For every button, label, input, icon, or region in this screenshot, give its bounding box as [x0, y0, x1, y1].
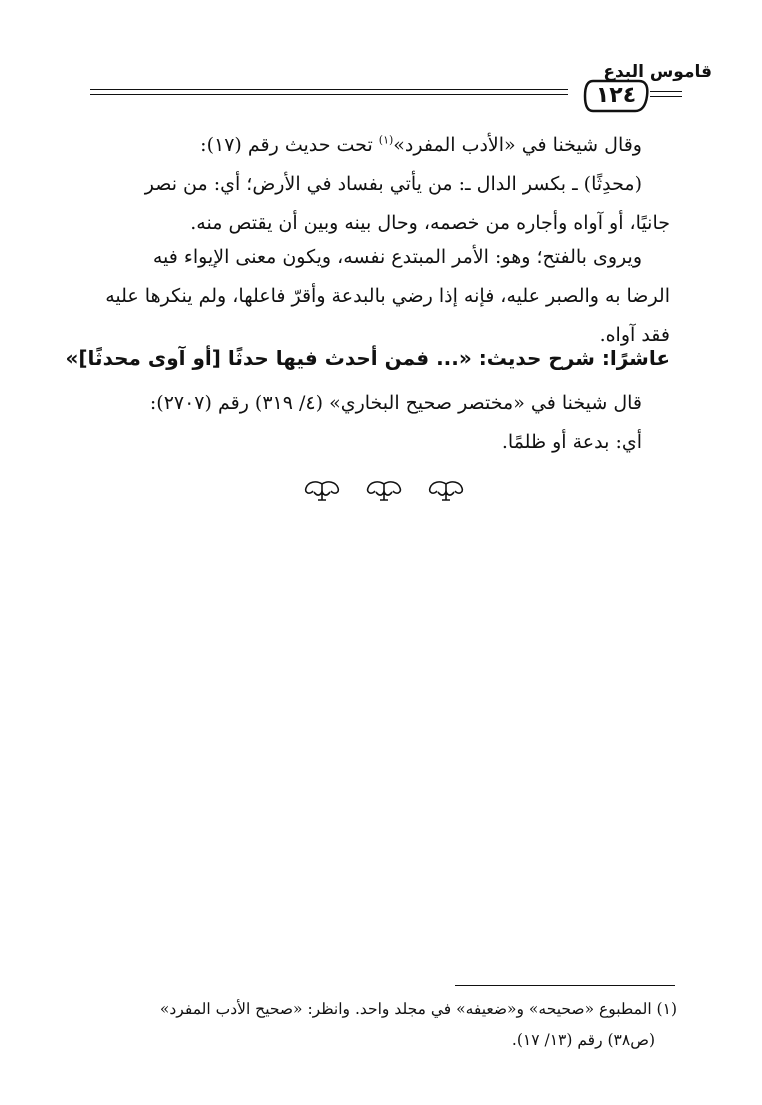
footnote-marker: (١): [378, 133, 394, 147]
text-line: جانيًا، أو آواه وأجاره من خصمه، وحال بينه وبين أن يقتص منه.: [190, 212, 670, 234]
floral-divider-icon: [300, 480, 344, 504]
header-rule: [650, 96, 682, 97]
text-span: تحت حديث رقم (١٧):: [200, 134, 379, 156]
paragraph: [92, 238, 670, 355]
paragraph: [92, 384, 670, 462]
text-line: ويروى بالفتح؛ وهو: الأمر المبتدع نفسه، ويكون معنى الإيواء فيه: [152, 246, 642, 268]
text-line: قال شيخنا في «مختصر صحيح البخاري» (٤/ ٣١٩) رقم (٢٧٠٧):: [149, 392, 642, 414]
page-number: ١٢٤: [595, 83, 637, 108]
text-line: الرضا به والصبر عليه، فإنه إذا رضي بالبدعة وأقرّ فاعلها، ولم ينكرها عليه: [105, 285, 670, 307]
text-line: [92, 126, 670, 165]
paragraph: [92, 126, 670, 243]
text-line: (محدِثًا) ـ بكسر الدال ـ: من يأتي بفساد في الأرض؛ أي: من نصر: [144, 173, 642, 195]
footnote: [92, 994, 677, 1056]
text-span: وقال شيخنا في «الأدب المفرد»: [393, 134, 642, 156]
floral-divider-icon: [424, 480, 468, 504]
footnote-line: (ص٣٨) رقم (١٣/ ١٧).: [511, 1031, 655, 1049]
footnote-rule: [455, 985, 675, 986]
section-heading: عاشرًا: شرح حديث: «... فمن أحدث فيها حدثًا [أو آوى محدثًا]»: [65, 346, 670, 370]
text-line: فقد آواه.: [599, 324, 670, 346]
floral-divider-icon: [362, 480, 406, 504]
page-number-badge: [583, 79, 649, 113]
header-rule: [90, 89, 568, 90]
header-rule: [90, 94, 568, 95]
footnote-line: (١) المطبوع «صحيحه» و«ضعيفه» في مجلد واحد. وانظر: «صحيح الأدب المفرد»: [159, 1000, 677, 1018]
running-header-title: قاموس البدع: [603, 62, 712, 82]
text-line: أي: بدعة أو ظلمًا.: [501, 431, 642, 453]
ornament-divider: [300, 480, 470, 504]
header-rule: [650, 91, 682, 92]
